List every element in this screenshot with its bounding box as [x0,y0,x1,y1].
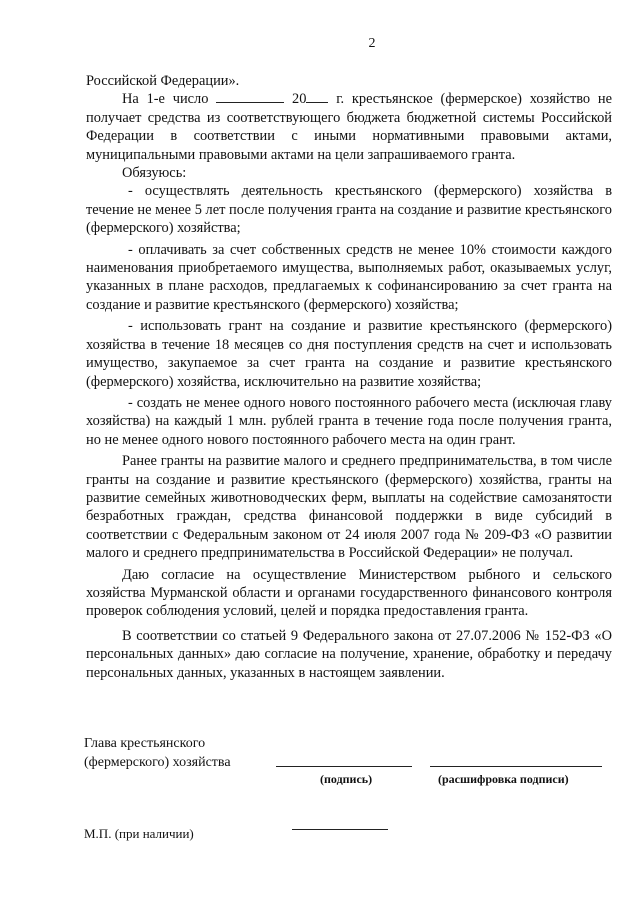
grants-paragraph: Ранее гранты на развитие малого и среднего предпринимательства, в том числе гранты на создание и развитие крестьянского (фермерского) хозяйства, гранты на развитие семейных животноводческих ферм, выплаты на содействие самозанятости безработных граждан, средства финансовой поддержки в виде субсидий в соответствии с Федеральным законом от 24 июля 2007 года № 209-ФЗ «О развитии малого и среднего предпринимательства в Российской Федерации» не получал. [86,453,612,562]
stamp-label: М.П. (при наличии) [84,826,194,841]
page-number: 2 [368,36,376,51]
date-paragraph-prefix: На 1-е число [122,91,209,108]
consent-paragraph: Даю согласие на осуществление Министерством рыбного и сельского хозяйства Мурманской области и органами государственного финансового контроля проверок соблюдения условий, целей и порядка предоставления гранта. [86,566,612,620]
year-blank-field [306,90,328,103]
obligation-item: - использовать грант на создание и развитие крестьянского (фермерского) хозяйства в течение 18 месяцев со дня поступления средств на счет и использовать имущество, закупаемое за счет гранта на создание и развитие крестьянского (фермерского) хозяйства, исключительно на развитие хозяйства; [86,318,612,390]
opening-line: Российской Федерации». [86,73,240,89]
signature-caption: (подпись) [320,772,373,786]
head-label-line-1: Глава крестьянского [84,736,206,751]
date-paragraph [86,90,612,164]
day-blank-field [216,90,284,103]
head-of-farm-label [84,734,231,772]
head-label-line-2: (фермерского) хозяйства [84,755,231,770]
year-prefix: 20 [292,91,307,108]
obligations-heading: Обязуюсь: [122,165,187,182]
obligation-item: - оплачивать за счет собственных средств не менее 10% стоимости каждого наименования приобретаемого имущества, выполняемых работ, оказываемых услуг, указанных в плане расходов, предлагаемых к софинансированию за счет гранта на создание и развитие крестьянского (фермерского) хозяйства; [86,241,612,313]
signature-field[interactable] [276,766,412,767]
bottom-blank-line [292,829,388,830]
obligation-item: - осуществлять деятельность крестьянского (фермерского) хозяйства в течение не менее 5 лет после получения гранта на создание и развитие крестьянского (фермерского) хозяйства; [86,183,612,237]
obligation-item: - создать не менее одного нового постоянного рабочего места (исключая главу хозяйства) на каждый 1 млн. рублей гранта в течение года после получения гранта, но не менее одного нового постоянного рабочего места на один грант. [86,394,612,448]
document-body [86,72,612,682]
signature-decoding-field[interactable] [430,766,602,767]
signature-decoding-caption: (расшифровка подписи) [438,772,569,786]
personal-data-paragraph: В соответствии со статьей 9 Федерального закона от 27.07.2006 № 152-ФЗ «О персональных данных» даю согласие на получение, хранение, обработку и передачу персональных данных, указанных в настоящем заявлении. [86,627,612,681]
date-paragraph-text: г. крестьянское (фермерское) хозяйство не получает средства из соответствующего бюджета бюджетной системы Российской Федерации в соответствии с иными нормативными правовыми актами, муниципальными правовыми актами на цели запрашиваемого гранта. [86,91,612,163]
